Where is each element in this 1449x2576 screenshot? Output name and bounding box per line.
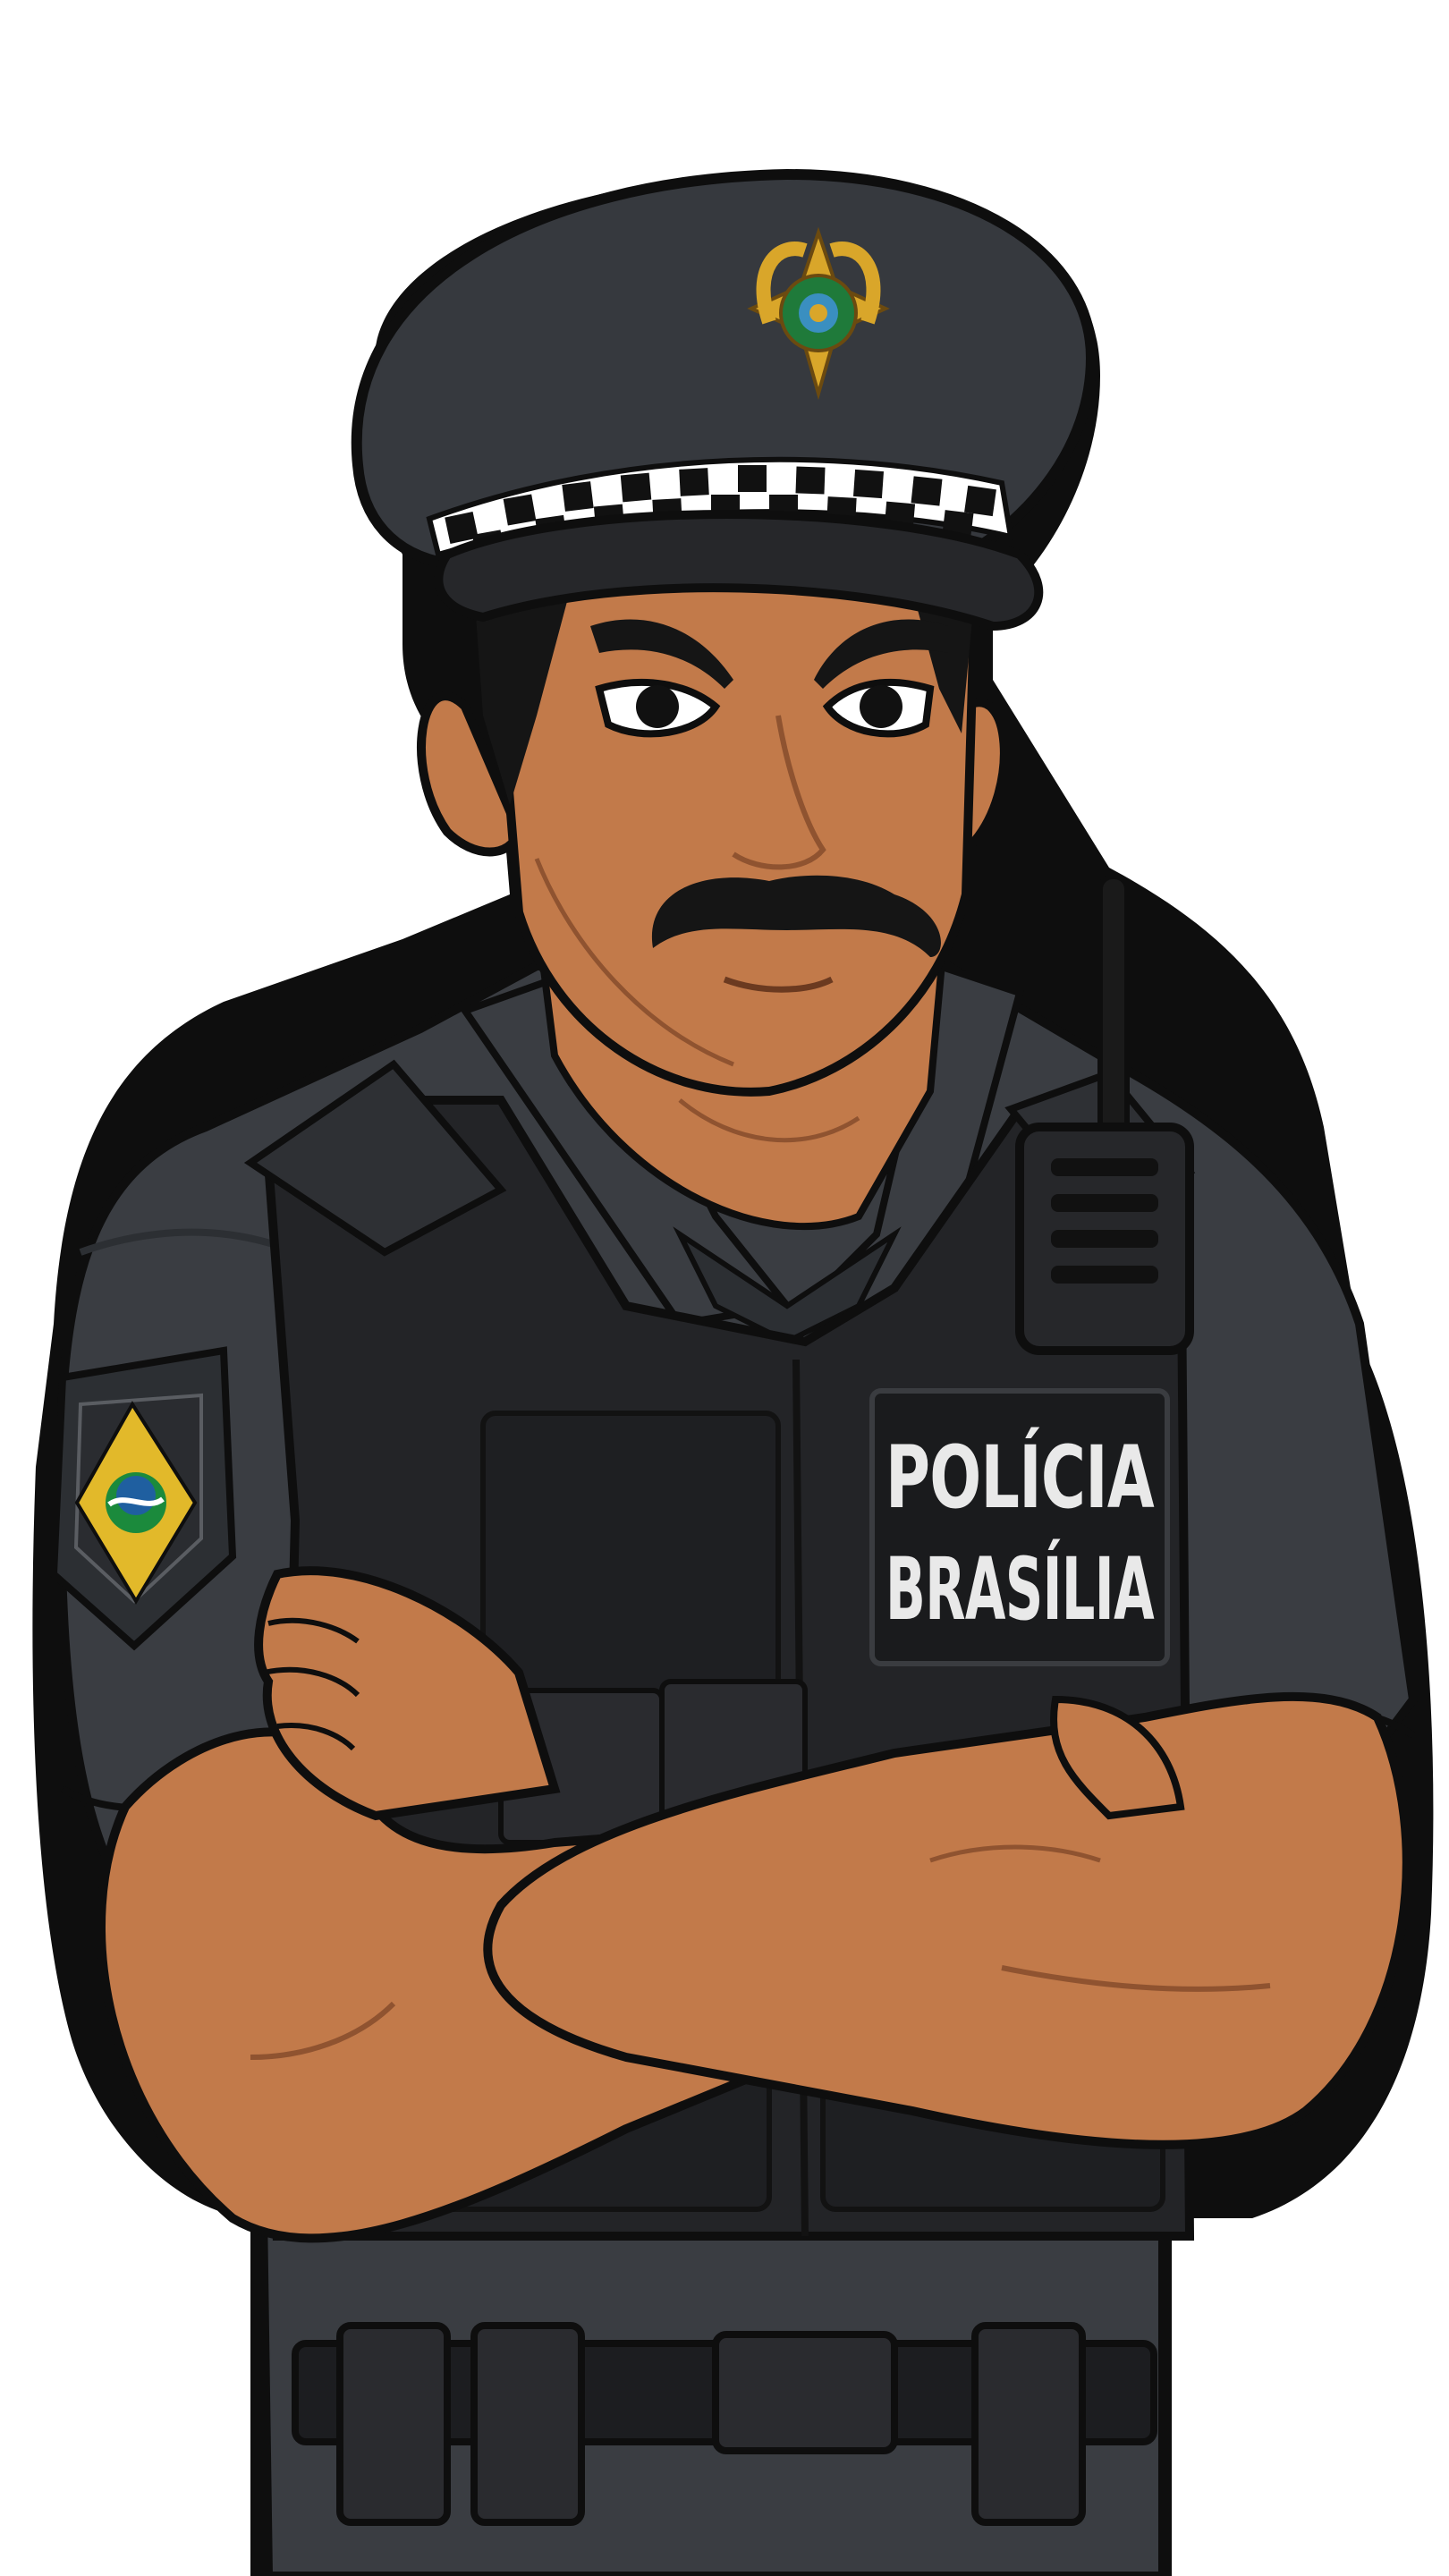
vest-patch-line1: POLÍCIA	[886, 1428, 1264, 1528]
vest-patch-line2: BRASÍLIA	[886, 1539, 1324, 1640]
police-cap	[357, 174, 1091, 626]
vest-name-patch	[872, 1391, 1324, 1664]
